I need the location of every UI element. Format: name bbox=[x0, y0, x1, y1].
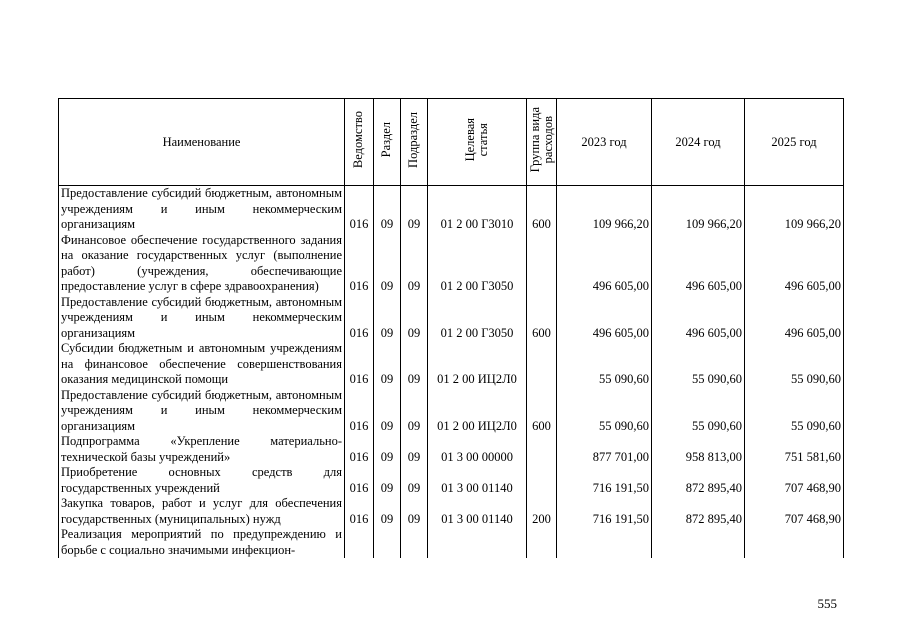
cell-y2024: 55 090,60 bbox=[652, 388, 745, 435]
cell-group: 200 bbox=[527, 496, 557, 527]
header-name: Наименование bbox=[59, 99, 345, 186]
cell-y2025: 55 090,60 bbox=[745, 341, 844, 388]
cell-y2024: 109 966,20 bbox=[652, 186, 745, 233]
table-row bbox=[59, 186, 844, 233]
cell-name: Закупка товаров, работ и услуг для обеспечения государственных (муниципальных) нужд bbox=[59, 496, 345, 527]
cell-subsection: 09 bbox=[401, 341, 428, 388]
cell-target: 01 2 00 Г3050 bbox=[428, 295, 527, 342]
cell-name: Финансовое обеспечение государственного задания на оказание государственных услуг (выполнение работ) (учреждения, обеспечивающие предоставление услуг в сфере здравоохранения) bbox=[59, 233, 345, 295]
cell-name: Субсидии бюджетным и автономным учреждениям на финансовое обеспечение совершенствования оказания медицинской помощи bbox=[59, 341, 345, 388]
table-row bbox=[59, 388, 844, 435]
cell-section: 09 bbox=[374, 465, 401, 496]
cell-name: Приобретение основных средств для государственных учреждений bbox=[59, 465, 345, 496]
table-row bbox=[59, 434, 844, 465]
cell-dept bbox=[345, 527, 374, 558]
header-2024: 2024 год bbox=[652, 99, 745, 186]
header-group: Группа вида расходов bbox=[527, 99, 557, 186]
cell-y2025: 55 090,60 bbox=[745, 388, 844, 435]
cell-target: 01 3 00 01140 bbox=[428, 465, 527, 496]
table-row bbox=[59, 233, 844, 295]
table-header-row bbox=[59, 99, 844, 186]
cell-name: Предоставление субсидий бюджетным, автономным учреждениям и иным некоммерческим организациям bbox=[59, 295, 345, 342]
cell-section: 09 bbox=[374, 186, 401, 233]
cell-section: 09 bbox=[374, 434, 401, 465]
cell-dept: 016 bbox=[345, 465, 374, 496]
cell-subsection: 09 bbox=[401, 465, 428, 496]
header-target: Целевая статья bbox=[428, 99, 527, 186]
cell-name: Подпрограмма «Укрепление материально-технической базы учреждений» bbox=[59, 434, 345, 465]
cell-section: 09 bbox=[374, 295, 401, 342]
page-number: 555 bbox=[817, 596, 837, 611]
table-row bbox=[59, 341, 844, 388]
cell-group: 600 bbox=[527, 388, 557, 435]
header-subsection: Подраздел bbox=[401, 99, 428, 186]
cell-y2025 bbox=[745, 527, 844, 558]
cell-y2023 bbox=[557, 527, 652, 558]
cell-name: Реализация мероприятий по предупреждению и борьбе с социально значимыми инфекцион- bbox=[59, 527, 345, 558]
header-dept: Ведомство bbox=[345, 99, 374, 186]
cell-y2023: 877 701,00 bbox=[557, 434, 652, 465]
cell-y2025: 707 468,90 bbox=[745, 496, 844, 527]
cell-subsection: 09 bbox=[401, 295, 428, 342]
cell-name: Предоставление субсидий бюджетным, автономным учреждениям и иным некоммерческим организациям bbox=[59, 186, 345, 233]
cell-y2025: 109 966,20 bbox=[745, 186, 844, 233]
cell-subsection bbox=[401, 527, 428, 558]
cell-dept: 016 bbox=[345, 434, 374, 465]
budget-table bbox=[58, 98, 844, 558]
cell-dept: 016 bbox=[345, 496, 374, 527]
cell-y2025: 751 581,60 bbox=[745, 434, 844, 465]
table-row bbox=[59, 465, 844, 496]
cell-dept: 016 bbox=[345, 186, 374, 233]
cell-group bbox=[527, 434, 557, 465]
cell-y2023: 55 090,60 bbox=[557, 388, 652, 435]
table-row bbox=[59, 295, 844, 342]
cell-section: 09 bbox=[374, 341, 401, 388]
header-2023: 2023 год bbox=[557, 99, 652, 186]
cell-section bbox=[374, 527, 401, 558]
cell-y2023: 55 090,60 bbox=[557, 341, 652, 388]
cell-y2023: 496 605,00 bbox=[557, 233, 652, 295]
cell-y2024: 958 813,00 bbox=[652, 434, 745, 465]
cell-target: 01 3 00 01140 bbox=[428, 496, 527, 527]
cell-group bbox=[527, 527, 557, 558]
table-row bbox=[59, 527, 844, 558]
header-section: Раздел bbox=[374, 99, 401, 186]
cell-target: 01 2 00 Г3050 bbox=[428, 233, 527, 295]
cell-y2024: 872 895,40 bbox=[652, 465, 745, 496]
cell-section: 09 bbox=[374, 496, 401, 527]
cell-y2023: 716 191,50 bbox=[557, 496, 652, 527]
cell-y2023: 496 605,00 bbox=[557, 295, 652, 342]
cell-group: 600 bbox=[527, 186, 557, 233]
cell-y2023: 109 966,20 bbox=[557, 186, 652, 233]
cell-dept: 016 bbox=[345, 233, 374, 295]
cell-y2025: 707 468,90 bbox=[745, 465, 844, 496]
cell-group bbox=[527, 465, 557, 496]
cell-subsection: 09 bbox=[401, 388, 428, 435]
cell-target: 01 2 00 ИЦ2Л0 bbox=[428, 388, 527, 435]
cell-y2025: 496 605,00 bbox=[745, 233, 844, 295]
cell-target bbox=[428, 527, 527, 558]
cell-target: 01 3 00 00000 bbox=[428, 434, 527, 465]
cell-target: 01 2 00 Г3010 bbox=[428, 186, 527, 233]
cell-group: 600 bbox=[527, 295, 557, 342]
cell-y2024 bbox=[652, 527, 745, 558]
table-row bbox=[59, 496, 844, 527]
cell-subsection: 09 bbox=[401, 434, 428, 465]
cell-section: 09 bbox=[374, 233, 401, 295]
cell-group bbox=[527, 341, 557, 388]
header-2025: 2025 год bbox=[745, 99, 844, 186]
cell-target: 01 2 00 ИЦ2Л0 bbox=[428, 341, 527, 388]
cell-y2024: 496 605,00 bbox=[652, 233, 745, 295]
cell-dept: 016 bbox=[345, 341, 374, 388]
cell-y2024: 55 090,60 bbox=[652, 341, 745, 388]
cell-name: Предоставление субсидий бюджетным, автономным учреждениям и иным некоммерческим организациям bbox=[59, 388, 345, 435]
cell-subsection: 09 bbox=[401, 496, 428, 527]
cell-group bbox=[527, 233, 557, 295]
cell-dept: 016 bbox=[345, 295, 374, 342]
cell-subsection: 09 bbox=[401, 186, 428, 233]
cell-y2024: 496 605,00 bbox=[652, 295, 745, 342]
cell-y2023: 716 191,50 bbox=[557, 465, 652, 496]
cell-subsection: 09 bbox=[401, 233, 428, 295]
cell-section: 09 bbox=[374, 388, 401, 435]
cell-y2024: 872 895,40 bbox=[652, 496, 745, 527]
cell-y2025: 496 605,00 bbox=[745, 295, 844, 342]
cell-dept: 016 bbox=[345, 388, 374, 435]
